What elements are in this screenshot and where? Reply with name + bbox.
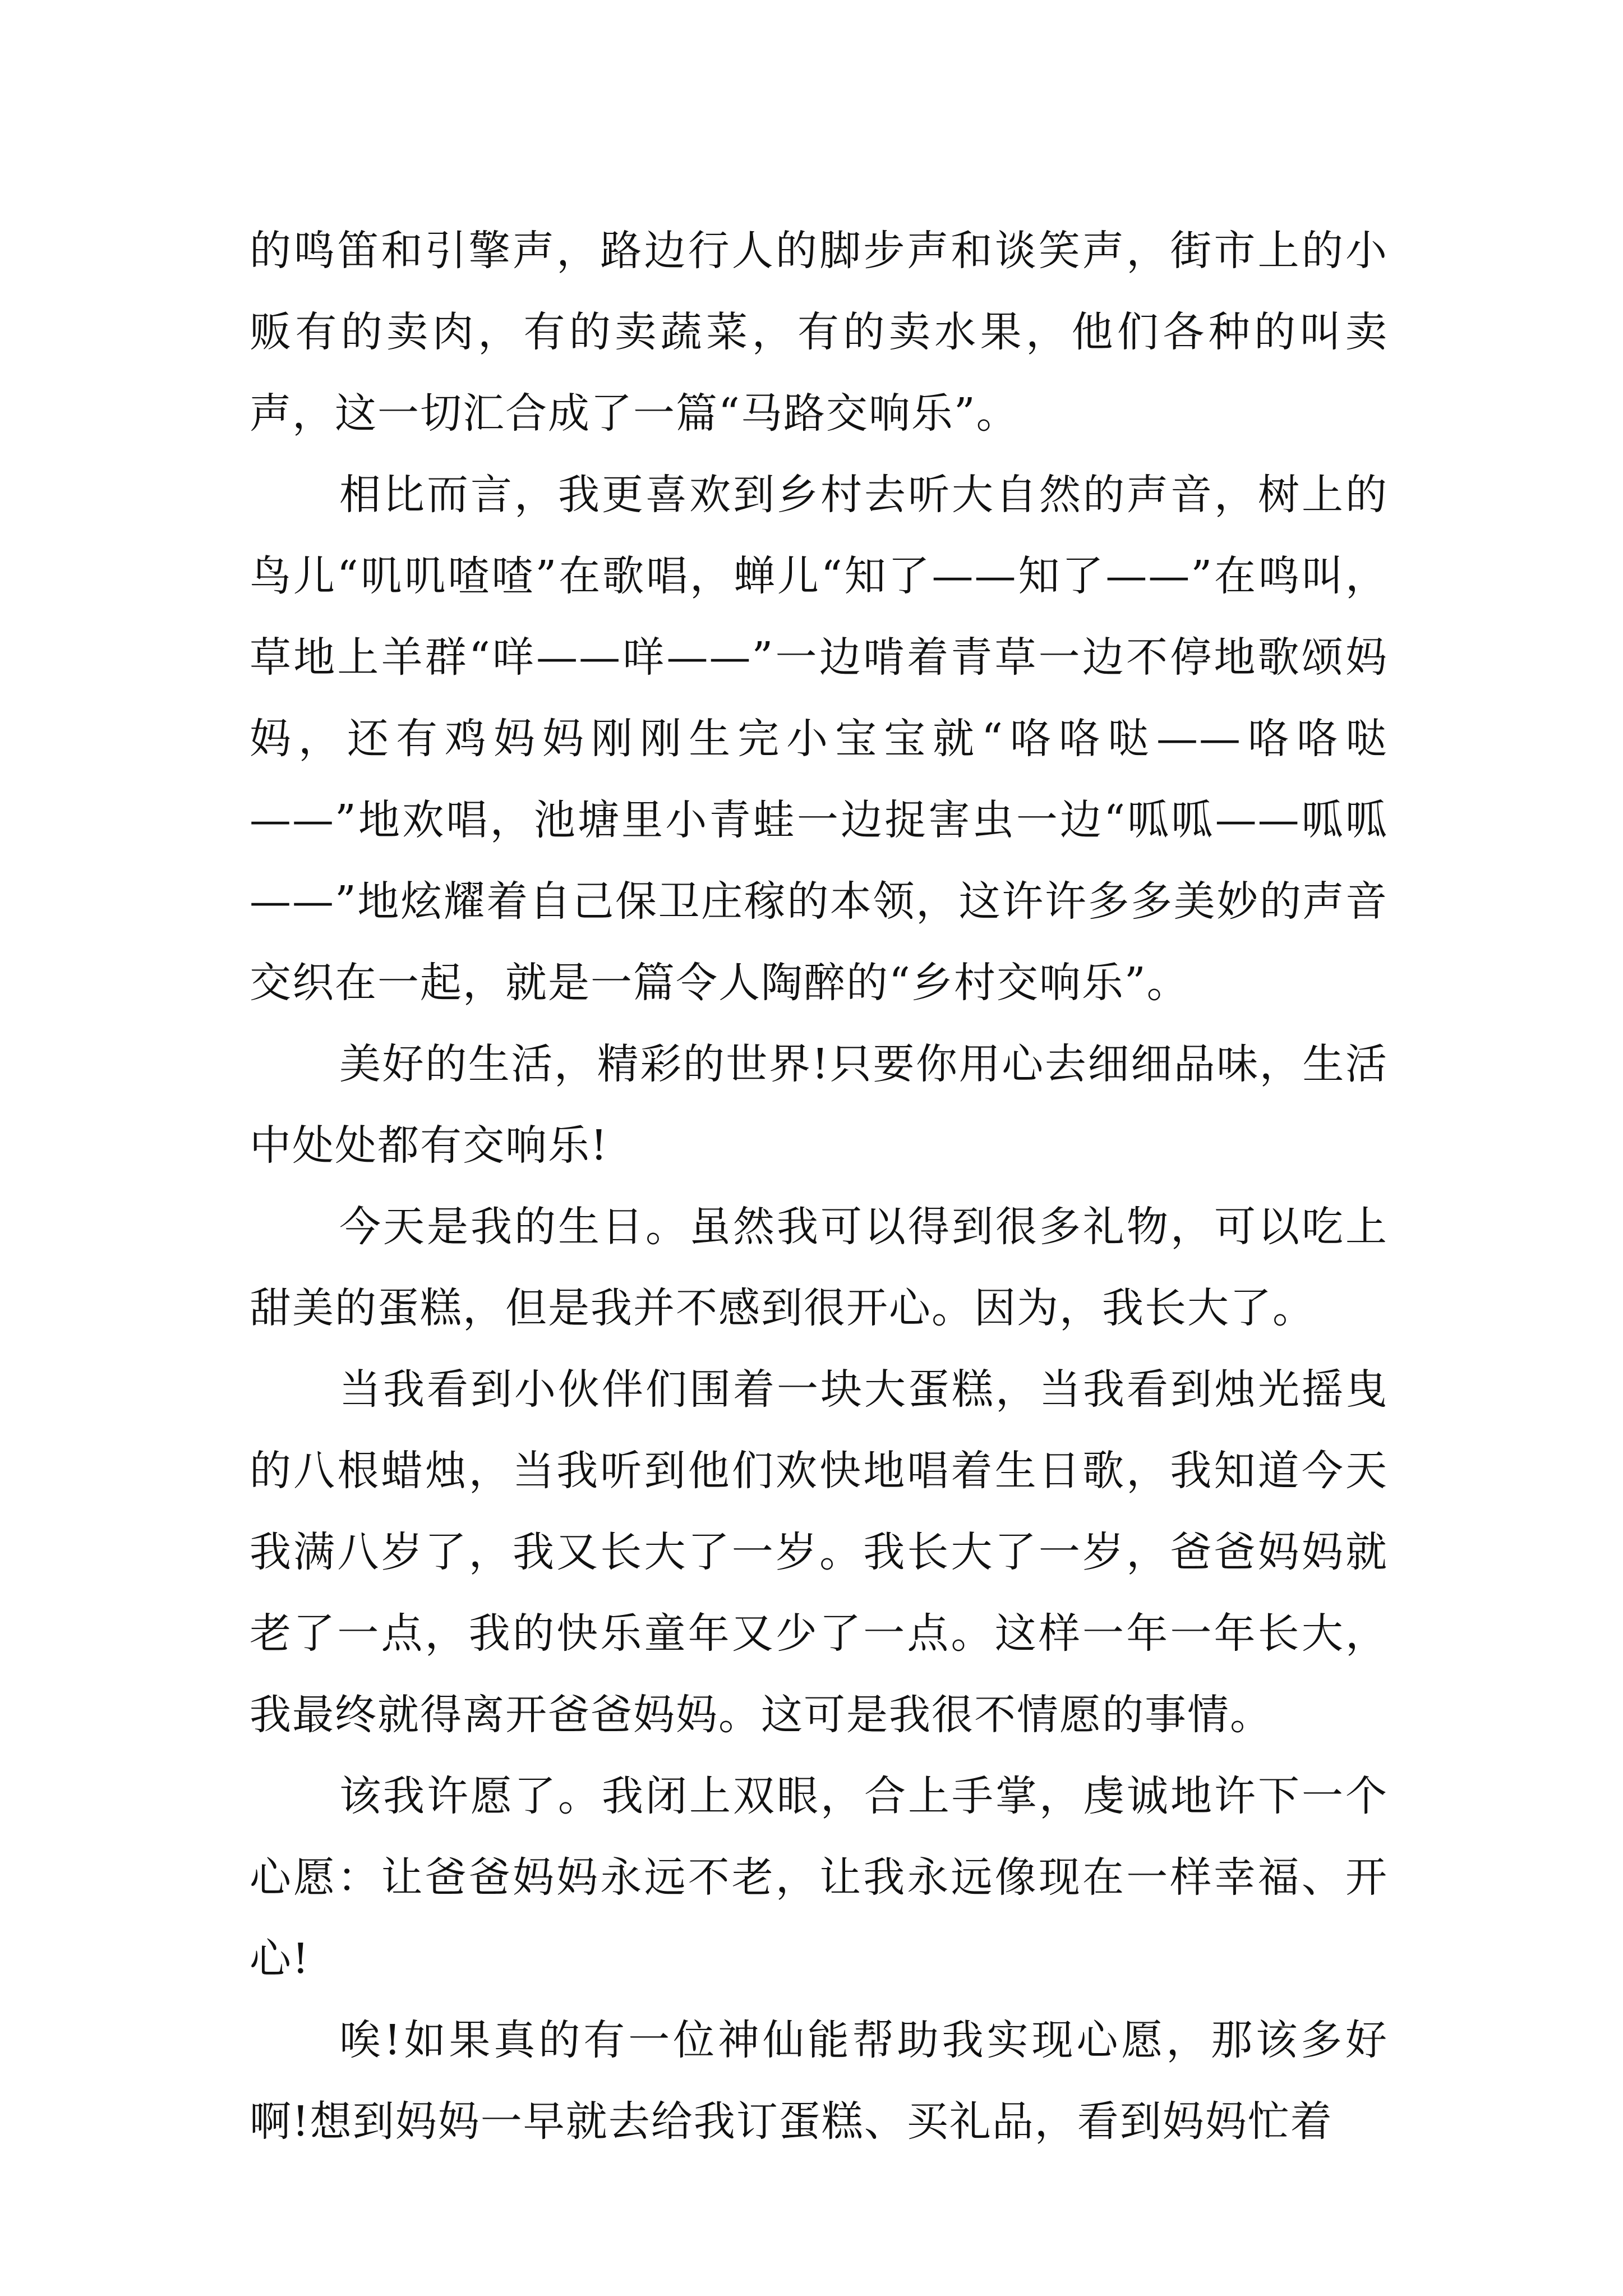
paragraph-5: 当我看到小伙伴们围着一块大蛋糕，当我看到烛光摇曳的八根蜡烛，当我听到他们欢快地唱着生日歌，我知道今天我满八岁了，我又长大了一岁。我长大了一岁，爸爸妈妈就老了一点，我的快乐童年又少了一点。这样一年一年长大，我最终就得离开爸爸妈妈。这可是我很不情愿的事情。 (250, 1365, 1388, 1739)
body-text (250, 210, 1388, 2162)
paragraph-6: 该我许愿了。我闭上双眼，合上手掌，虔诚地许下一个心愿：让爸爸妈妈永远不老，让我永远像现在一样幸福、开心! (250, 1772, 1388, 1983)
paragraph-1: 的鸣笛和引擎声，路边行人的脚步声和谈笑声，街市上的小贩有的卖肉，有的卖蔬菜，有的卖水果，他们各种的叫卖声，这一切汇合成了一篇“马路交响乐”。 (250, 227, 1388, 438)
paragraph-4: 今天是我的生日。虽然我可以得到很多礼物，可以吃上甜美的蛋糕，但是我并不感到很开心。因为，我长大了。 (250, 1203, 1388, 1332)
paragraph-2: 相比而言，我更喜欢到乡村去听大自然的声音，树上的鸟儿“叽叽喳喳”在歌唱，蝉儿“知了——知了——”在鸣叫，草地上羊群“咩——咩——”一边啃着青草一边不停地歌颂妈妈，还有鸡妈妈刚刚生完小宝宝就“咯咯哒——咯咯哒——”地欢唱，池塘里小青蛙一边捉害虫一边“呱呱——呱呱——”地炫耀着自己保卫庄稼的本领，这许许多多美妙的声音交织在一起，就是一篇令人陶醉的“乡村交响乐”。 (250, 471, 1388, 1007)
paragraph-7: 唉!如果真的有一位神仙能帮助我实现心愿，那该多好啊!想到妈妈一早就去给我订蛋糕、买礼品，看到妈妈忙着 (250, 2016, 1388, 2146)
paragraph-3: 美好的生活，精彩的世界!只要你用心去细细品味，生活中处处都有交响乐! (250, 1040, 1388, 1170)
